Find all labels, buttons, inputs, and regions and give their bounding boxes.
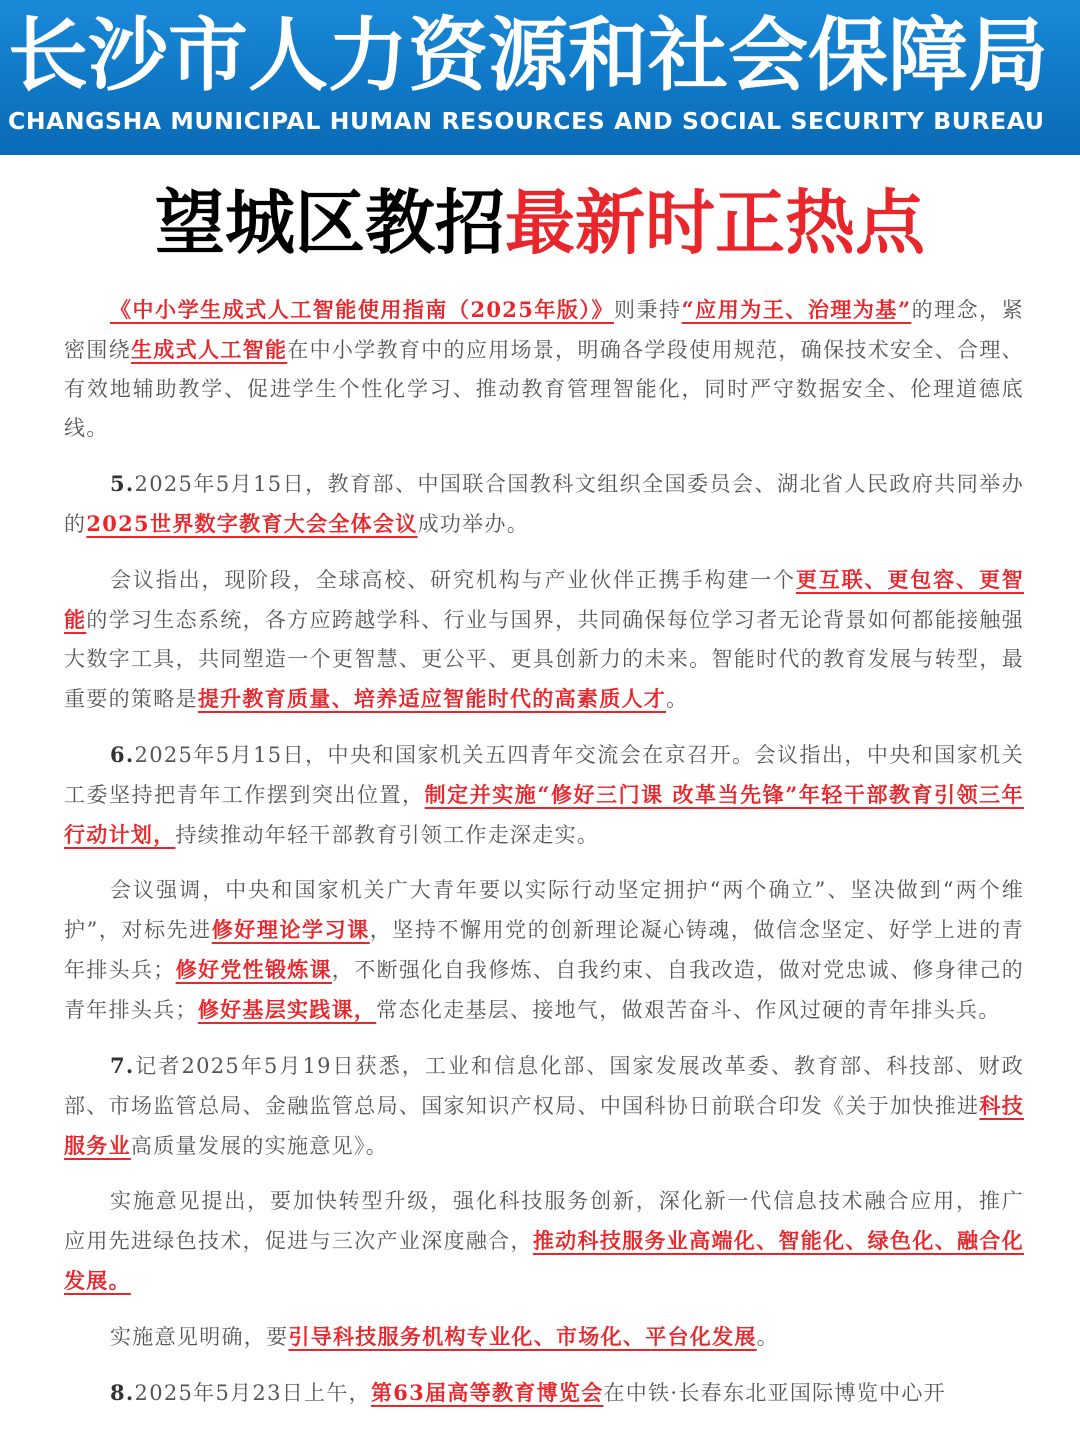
text-segment: 常态化走基层、接地气，做艰苦奋斗、作风过硬的青年排头兵。 bbox=[376, 998, 1001, 1022]
highlighted-phrase: 修好基层实践课， bbox=[197, 997, 377, 1022]
text-segment: ，不断强化自我修炼、自我约束、自我改造，做对党忠诚、修身律己的青年排头兵； bbox=[64, 958, 1024, 1022]
headline-black-part: 望城区教招 bbox=[155, 182, 505, 264]
text-segment: 记者2025年5月19日获悉，工业和信息化部、国家发展改革委、教育部、科技部、财政部、市场监管总局、金融监管总局、国家知识产权局、中国科协日前联合印发《关于加快推进 bbox=[64, 1054, 1024, 1118]
highlighted-phrase: 引导科技服务机构专业化、市场化、平台化发展 bbox=[288, 1324, 757, 1349]
headline-red-part: 最新时正热点 bbox=[505, 182, 925, 264]
text-segment: 2025年5月15日，教育部、中国联合国教科文组织全国委员会、湖北省人民政府共同举办的 bbox=[64, 472, 1024, 536]
article-paragraph bbox=[64, 735, 1024, 855]
text-segment: 2025年5月23日上午， bbox=[134, 1381, 371, 1405]
text-segment: 2025年5月15日，中央和国家机关五四青年交流会在京召开。会议指出，中央和国家机关工委坚持把青年工作摆到突出位置， bbox=[64, 743, 1024, 807]
item-number: 8. bbox=[110, 1380, 135, 1405]
article-paragraph bbox=[64, 1182, 1024, 1301]
item-number: 5. bbox=[110, 471, 135, 496]
text-segment: 成功举办。 bbox=[417, 512, 530, 536]
highlighted-phrase: “应用为王、治理为基” bbox=[681, 297, 912, 322]
article-body bbox=[64, 290, 1024, 1429]
text-segment: 在中小学教育中的应用场景，明确各学段使用规范，确保技术安全、合理、有效地辅助教学、促进学生个性化学习、推动教育管理智能化，同时严守数据安全、伦理道德底线。 bbox=[64, 338, 1024, 440]
text-segment: 的学习生态系统，各方应跨越学科、行业与国界，共同确保每位学习者无论背景如何都能接触强大数字工具，共同塑造一个更智慧、更公平、更具创新力的未来。智能时代的教育发展与转型，最重要的策略是 bbox=[64, 608, 1024, 711]
highlighted-phrase: 制定并实施“修好三门课 改革当先锋”年轻干部教育引领三年行动计划， bbox=[64, 782, 1024, 847]
article-paragraph bbox=[64, 290, 1024, 448]
text-segment: ，坚持不懈用党的创新理论凝心铸魂，做信念坚定、好学上进的青年排头兵； bbox=[64, 918, 1024, 982]
article-paragraph bbox=[64, 560, 1024, 719]
text-segment: 高质量发展的实施意见》。 bbox=[130, 1134, 389, 1158]
highlighted-phrase: 2025世界数字教育大会全体会议 bbox=[86, 511, 418, 536]
text-segment: 会议强调，中央和国家机关广大青年要以实际行动坚定拥护“两个确立”、坚决做到“两个维护”，对标先进 bbox=[64, 878, 1024, 942]
text-segment: 实施意见提出，要加快转型升级，强化科技服务创新，深化新一代信息技术融合应用，推广应用先进绿色技术，促进与三次产业深度融合， bbox=[64, 1189, 1024, 1253]
text-segment: 会议指出，现阶段，全球高校、研究机构与产业伙伴正携手构建一个 bbox=[110, 568, 796, 592]
highlighted-phrase: 修好党性锻炼课 bbox=[175, 957, 332, 982]
highlighted-phrase: 生成式人工智能 bbox=[130, 337, 288, 362]
highlighted-phrase: 推动科技服务业高端化、智能化、绿色化、融合化发展。 bbox=[64, 1228, 1024, 1293]
article-paragraph bbox=[64, 464, 1024, 544]
article-paragraph bbox=[64, 1046, 1024, 1166]
highlighted-phrase: 《中小学生成式人工智能使用指南（2025年版）》 bbox=[110, 297, 614, 322]
bureau-banner bbox=[0, 0, 1080, 155]
highlighted-phrase: 提升教育质量、培养适应智能时代的高素质人才 bbox=[197, 686, 667, 711]
article-paragraph bbox=[64, 1373, 1024, 1413]
highlighted-phrase: 第63届高等教育博览会 bbox=[370, 1380, 604, 1405]
highlighted-phrase: 科技服务业 bbox=[64, 1093, 1025, 1158]
text-segment: 。 bbox=[666, 687, 689, 711]
text-segment: 则秉持 bbox=[613, 298, 682, 322]
text-segment: 持续推动年轻干部教育引领工作走深走实。 bbox=[175, 823, 600, 847]
text-segment: 在中铁·长春东北亚国际博览中心开 bbox=[603, 1381, 946, 1405]
item-number: 7. bbox=[110, 1053, 135, 1078]
page-headline bbox=[0, 178, 1080, 268]
highlighted-phrase: 修好理论学习课 bbox=[211, 917, 370, 942]
text-segment: 的理念，紧密围绕 bbox=[64, 298, 1024, 362]
item-number: 6. bbox=[110, 742, 135, 767]
article-paragraph bbox=[64, 1317, 1024, 1357]
text-segment: 实施意见明确，要 bbox=[110, 1325, 289, 1349]
bureau-name-cn: 长沙市人力资源和社会保障局 bbox=[8, 9, 1048, 102]
article-paragraph bbox=[64, 871, 1024, 1030]
text-segment: 。 bbox=[756, 1325, 780, 1349]
highlighted-phrase: 更互联、更包容、更智能 bbox=[64, 567, 1024, 632]
bureau-name-en: CHANGSHA MUNICIPAL HUMAN RESOURCES AND SOCIAL SECURITY BUREAU bbox=[8, 107, 1045, 135]
